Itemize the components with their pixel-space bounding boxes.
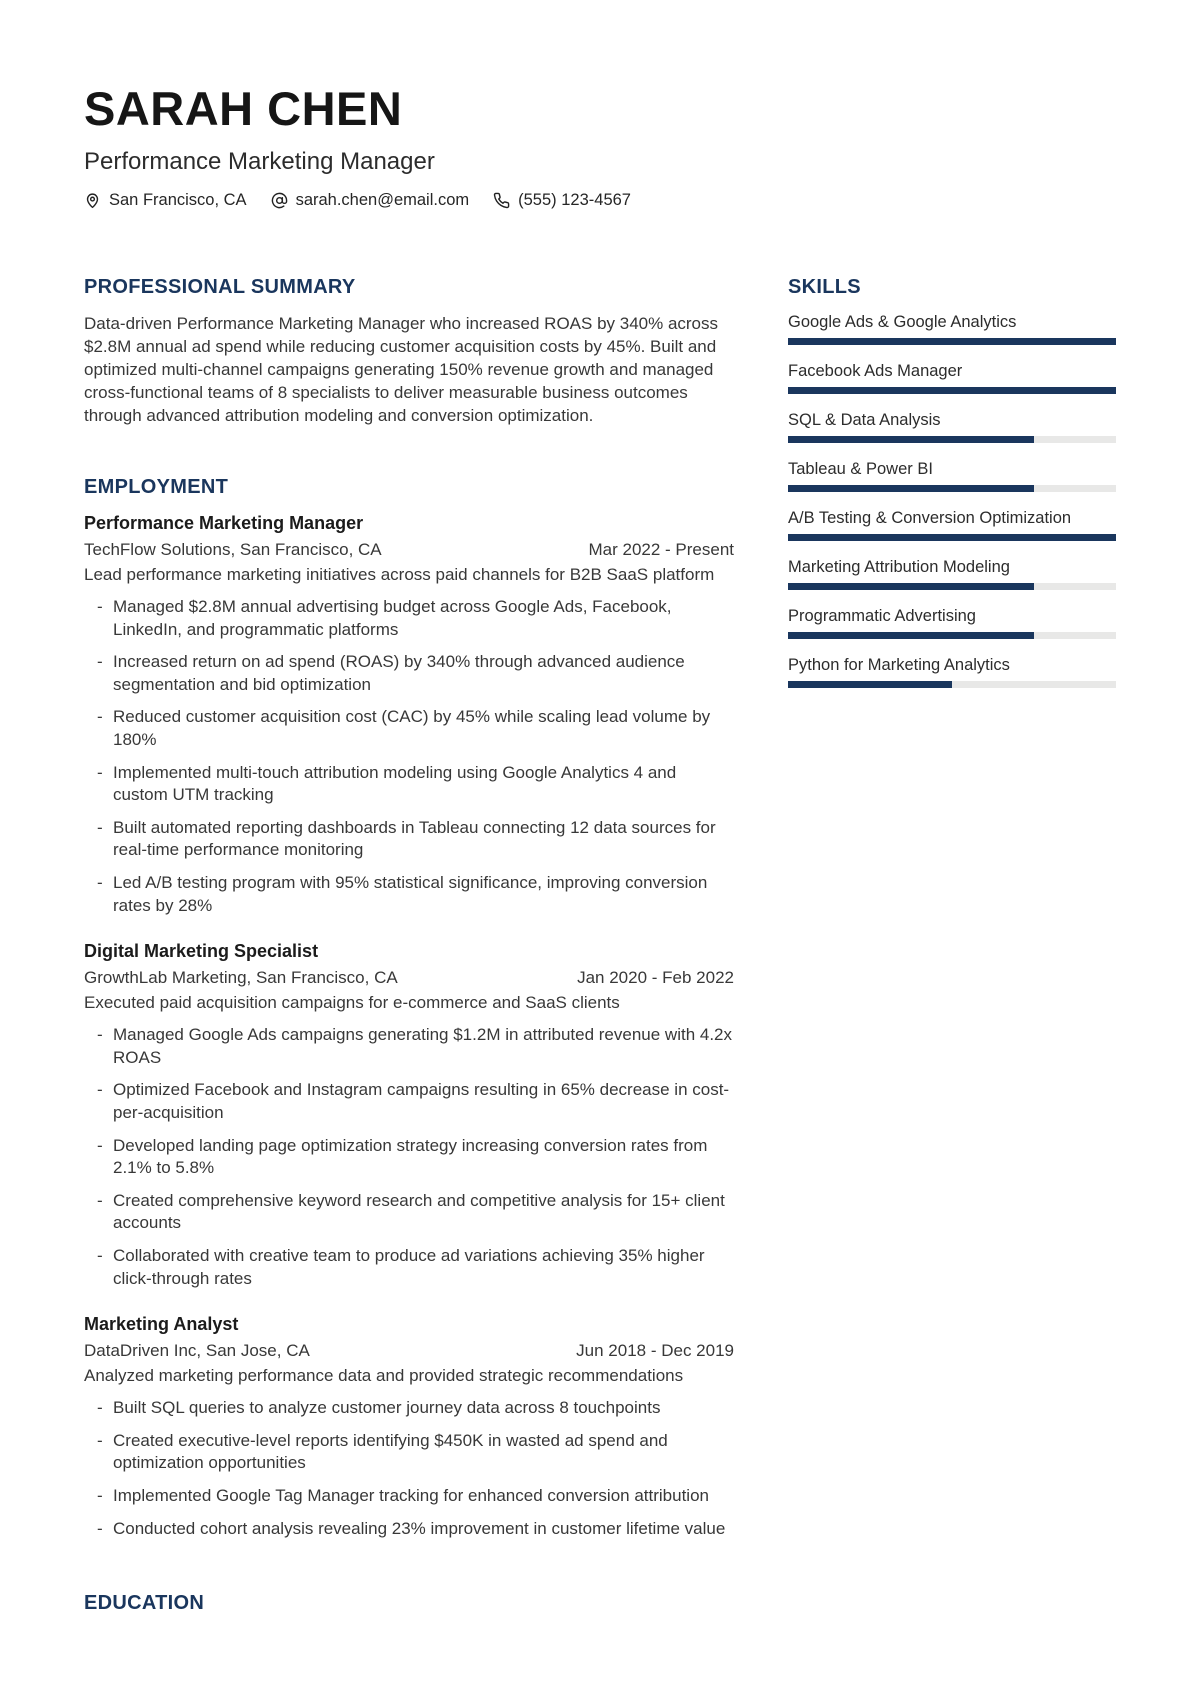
job-meta xyxy=(84,1341,734,1361)
skill-label: SQL & Data Analysis xyxy=(788,411,941,430)
skill-bar-track xyxy=(788,583,1116,590)
skill-bar-fill xyxy=(788,681,952,688)
job-bullet: - Developed landing page optimization strategy increasing conversion rates from 2.1% to 5.8% xyxy=(84,1135,734,1180)
skill-bar-fill xyxy=(788,534,1116,541)
job-bullet: - Optimized Facebook and Instagram campaigns resulting in 65% decrease in cost-per-acquisition xyxy=(84,1079,734,1124)
at-sign-icon xyxy=(271,192,288,209)
skill-bar-fill xyxy=(788,632,1034,639)
job-bullet: - Implemented Google Tag Manager tracking for enhanced conversion attribution xyxy=(84,1485,734,1508)
job-bullet: - Managed $2.8M annual advertising budget across Google Ads, Facebook, LinkedIn, and programmatic platforms xyxy=(84,596,734,641)
employment-heading: EMPLOYMENT xyxy=(84,476,229,499)
job-bullet: - Created comprehensive keyword research and competitive analysis for 15+ client accounts xyxy=(84,1190,734,1235)
job-company: TechFlow Solutions, San Francisco, CA xyxy=(84,540,382,560)
job-bullet: - Managed Google Ads campaigns generating $1.2M in attributed revenue with 4.2x ROAS xyxy=(84,1024,734,1069)
contact-row xyxy=(84,191,1116,210)
job-bullets xyxy=(84,1397,734,1540)
job-entry-1 xyxy=(84,513,734,917)
job-title: Digital Marketing Specialist xyxy=(84,941,319,962)
job-bullet: - Implemented multi-touch attribution modeling using Google Analytics 4 and custom UTM tracking xyxy=(84,762,734,807)
skill-bar-fill xyxy=(788,583,1034,590)
skill-item-attribution xyxy=(788,558,1116,590)
skills-column xyxy=(788,276,1116,1629)
job-company: GrowthLab Marketing, San Francisco, CA xyxy=(84,968,398,988)
contact-location xyxy=(84,191,247,210)
location-pin-icon xyxy=(84,192,101,209)
job-summary: Analyzed marketing performance data and provided strategic recommendations xyxy=(84,1366,684,1386)
contact-phone-text: (555) 123-4567 xyxy=(518,191,631,210)
job-bullets xyxy=(84,1024,734,1290)
skill-bar-track xyxy=(788,534,1116,541)
skill-item-python xyxy=(788,656,1116,688)
job-meta xyxy=(84,540,734,560)
job-bullet: - Built automated reporting dashboards in Tableau connecting 12 data sources for real-time performance monitoring xyxy=(84,817,734,862)
job-meta xyxy=(84,968,734,988)
job-title: Marketing Analyst xyxy=(84,1314,239,1335)
main-column xyxy=(84,276,734,1629)
contact-email-text: sarah.chen@email.com xyxy=(295,191,470,210)
job-summary: Lead performance marketing initiatives across paid channels for B2B SaaS platform xyxy=(84,565,715,585)
skill-bar-track xyxy=(788,632,1116,639)
skill-item-sql xyxy=(788,411,1116,443)
job-summary: Executed paid acquisition campaigns for e-commerce and SaaS clients xyxy=(84,993,620,1013)
skill-item-google-ads xyxy=(788,313,1116,345)
skill-label: Facebook Ads Manager xyxy=(788,362,963,381)
job-entry-2 xyxy=(84,941,734,1290)
skill-bar-track xyxy=(788,485,1116,492)
skill-label: A/B Testing & Conversion Optimization xyxy=(788,509,1072,528)
professional-summary-text: Data-driven Performance Marketing Manager who increased ROAS by 340% across $2.8M annual ad spend while reducing customer acquisition costs by 45%. Built and optimized multi-channel campaigns generating 150% revenue growth and managed cross-functional teams of 8 specialists to deliver measurable business outcomes through advanced attribution modeling and conversion optimization. xyxy=(84,314,719,426)
job-bullet: - Collaborated with creative team to produce ad variations achieving 35% higher click-through rates xyxy=(84,1245,734,1290)
candidate-name: SARAH CHEN xyxy=(84,82,403,135)
skill-label: Python for Marketing Analytics xyxy=(788,656,1010,675)
job-dates: Jan 2020 - Feb 2022 xyxy=(577,968,734,988)
resume-header xyxy=(84,84,1116,210)
job-company: DataDriven Inc, San Jose, CA xyxy=(84,1341,310,1361)
skill-label: Marketing Attribution Modeling xyxy=(788,558,1010,577)
skill-bar-fill xyxy=(788,436,1034,443)
skill-item-ab-testing xyxy=(788,509,1116,541)
skill-bar-track xyxy=(788,681,1116,688)
contact-phone xyxy=(493,191,631,210)
content-columns xyxy=(84,276,1116,1629)
job-bullet: - Reduced customer acquisition cost (CAC) by 45% while scaling lead volume by 180% xyxy=(84,706,734,751)
job-dates: Jun 2018 - Dec 2019 xyxy=(576,1341,734,1361)
skill-label: Tableau & Power BI xyxy=(788,460,933,479)
skill-bar-fill xyxy=(788,485,1034,492)
professional-summary-heading: PROFESSIONAL SUMMARY xyxy=(84,276,356,299)
skill-item-tableau xyxy=(788,460,1116,492)
job-title: Performance Marketing Manager xyxy=(84,513,364,534)
skill-bar-track xyxy=(788,338,1116,345)
skill-item-facebook-ads xyxy=(788,362,1116,394)
contact-email xyxy=(271,191,470,210)
job-bullet: - Increased return on ad spend (ROAS) by 340% through advanced audience segmentation and bid optimization xyxy=(84,651,734,696)
skill-bar-track xyxy=(788,436,1116,443)
job-bullet: - Built SQL queries to analyze customer journey data across 8 touchpoints xyxy=(84,1397,734,1420)
professional-summary-section xyxy=(84,276,734,428)
job-bullet: - Led A/B testing program with 95% statistical significance, improving conversion rates by 28% xyxy=(84,872,734,917)
job-bullet: - Created executive-level reports identifying $450K in wasted ad spend and optimization opportunities xyxy=(84,1430,734,1475)
skill-bar-track xyxy=(788,387,1116,394)
phone-icon xyxy=(493,192,510,209)
education-heading: EDUCATION xyxy=(84,1592,205,1615)
job-bullet: - Conducted cohort analysis revealing 23% improvement in customer lifetime value xyxy=(84,1518,734,1541)
skill-bar-fill xyxy=(788,338,1116,345)
candidate-title: Performance Marketing Manager xyxy=(84,148,435,176)
job-bullets xyxy=(84,596,734,917)
job-entry-3 xyxy=(84,1314,734,1540)
skill-item-programmatic xyxy=(788,607,1116,639)
skills-heading: SKILLS xyxy=(788,276,861,299)
skill-label: Google Ads & Google Analytics xyxy=(788,313,1017,332)
skill-label: Programmatic Advertising xyxy=(788,607,976,626)
employment-section xyxy=(84,476,734,1540)
contact-location-text: San Francisco, CA xyxy=(109,191,247,210)
skill-bar-fill xyxy=(788,387,1116,394)
job-dates: Mar 2022 - Present xyxy=(588,540,734,560)
education-section xyxy=(84,1592,734,1615)
